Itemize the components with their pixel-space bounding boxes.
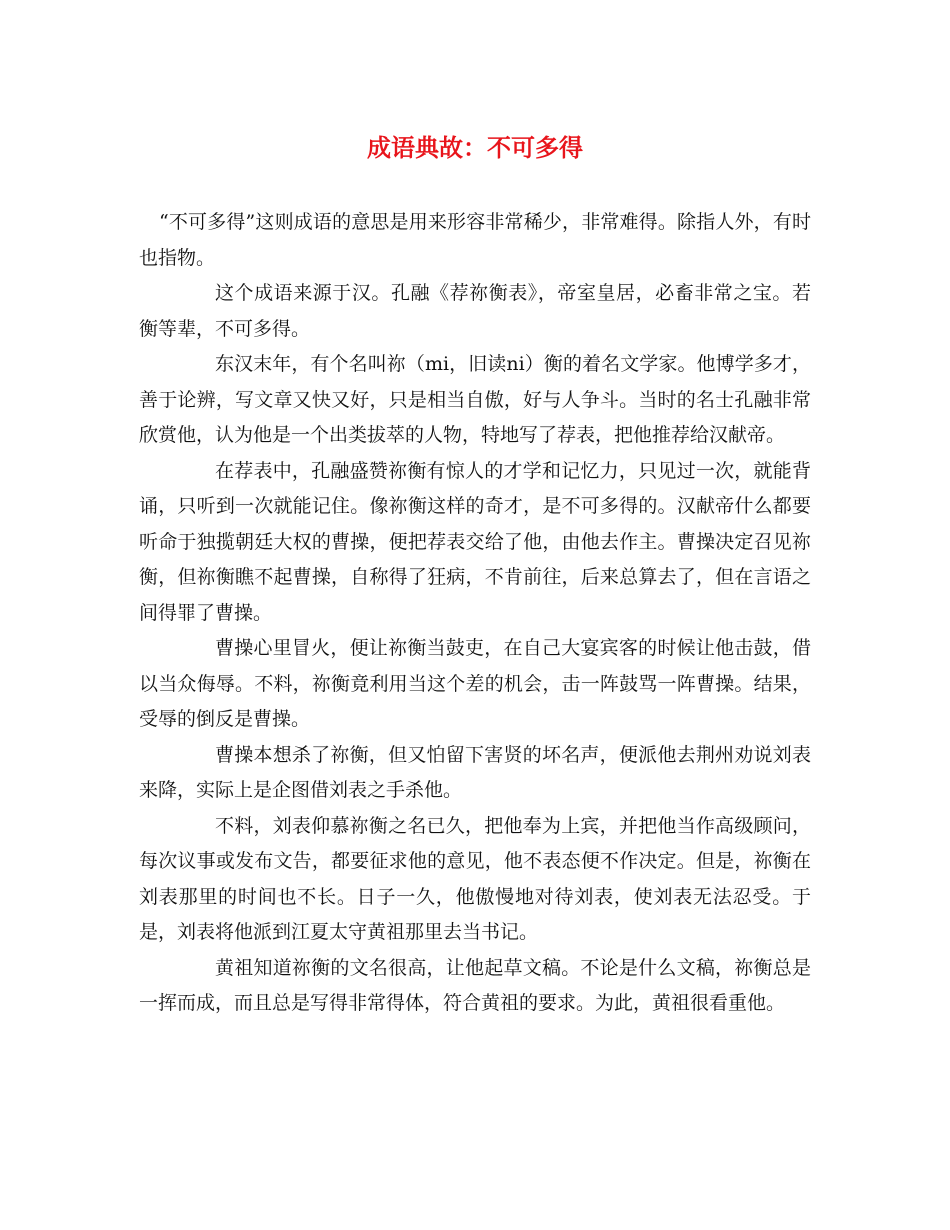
paragraph-3: 东汉末年，有个名叫祢（mi，旧读ni）衡的着名文学家。他博学多才，善于论辨，写文章又快又好，只是相当自傲，好与人争斗。当时的名士孔融非常欣赏他，认为他是一个出类拔萃的人物，特地写了荐表，把他推荐给汉献帝。 — [139, 353, 811, 446]
paragraph-6: 曹操本想杀了祢衡，但又怕留下害贤的坏名声，便派他去荆州劝说刘表来降，实际上是企图借刘表之手杀他。 — [139, 743, 811, 801]
paragraph-2: 这个成语来源于汉。孔融《荐祢衡表》，帝室皇居，必畜非常之宝。若衡等辈，不可多得。 — [139, 282, 811, 340]
paragraph-4: 在荐表中，孔融盛赞祢衡有惊人的才学和记忆力，只见过一次，就能背诵，只听到一次就能记住。像祢衡这样的奇才，是不可多得的。汉献帝什么都要听命于独揽朝廷大权的曹操，便把荐表交给了他，由他去作主。曹操决定召见祢衡，但祢衡瞧不起曹操，自称得了狂病，不肯前往，后来总算去了，但在言语之间得罪了曹操。 — [139, 459, 811, 624]
paragraph-8: 黄祖知道祢衡的文名很高，让他起草文稿。不论是什么文稿，祢衡总是一挥而成，而且总是写得非常得体，符合黄祖的要求。为此，黄祖很看重他。 — [139, 956, 811, 1014]
paragraph-1: “不可多得”这则成语的意思是用来形容非常稀少，非常难得。除指人外，有时也指物。 — [139, 211, 811, 269]
article-body — [139, 205, 811, 1022]
paragraph-7: 不料，刘表仰慕祢衡之名已久，把他奉为上宾，并把他当作高级顾问，每次议事或发布文告，都要征求他的意见，他不表态便不作决定。但是，祢衡在刘表那里的时间也不长。日子一久，他傲慢地对待刘表，使刘表无法忍受。于是，刘表将他派到江夏太守黄祖那里去当书记。 — [139, 814, 811, 943]
paragraph-5: 曹操心里冒火，便让祢衡当鼓吏，在自己大宴宾客的时候让他击鼓，借以当众侮辱。不料，祢衡竟利用当这个差的机会，击一阵鼓骂一阵曹操。结果，受辱的倒反是曹操。 — [139, 637, 811, 730]
page-title: 成语典故：不可多得 — [367, 133, 583, 162]
